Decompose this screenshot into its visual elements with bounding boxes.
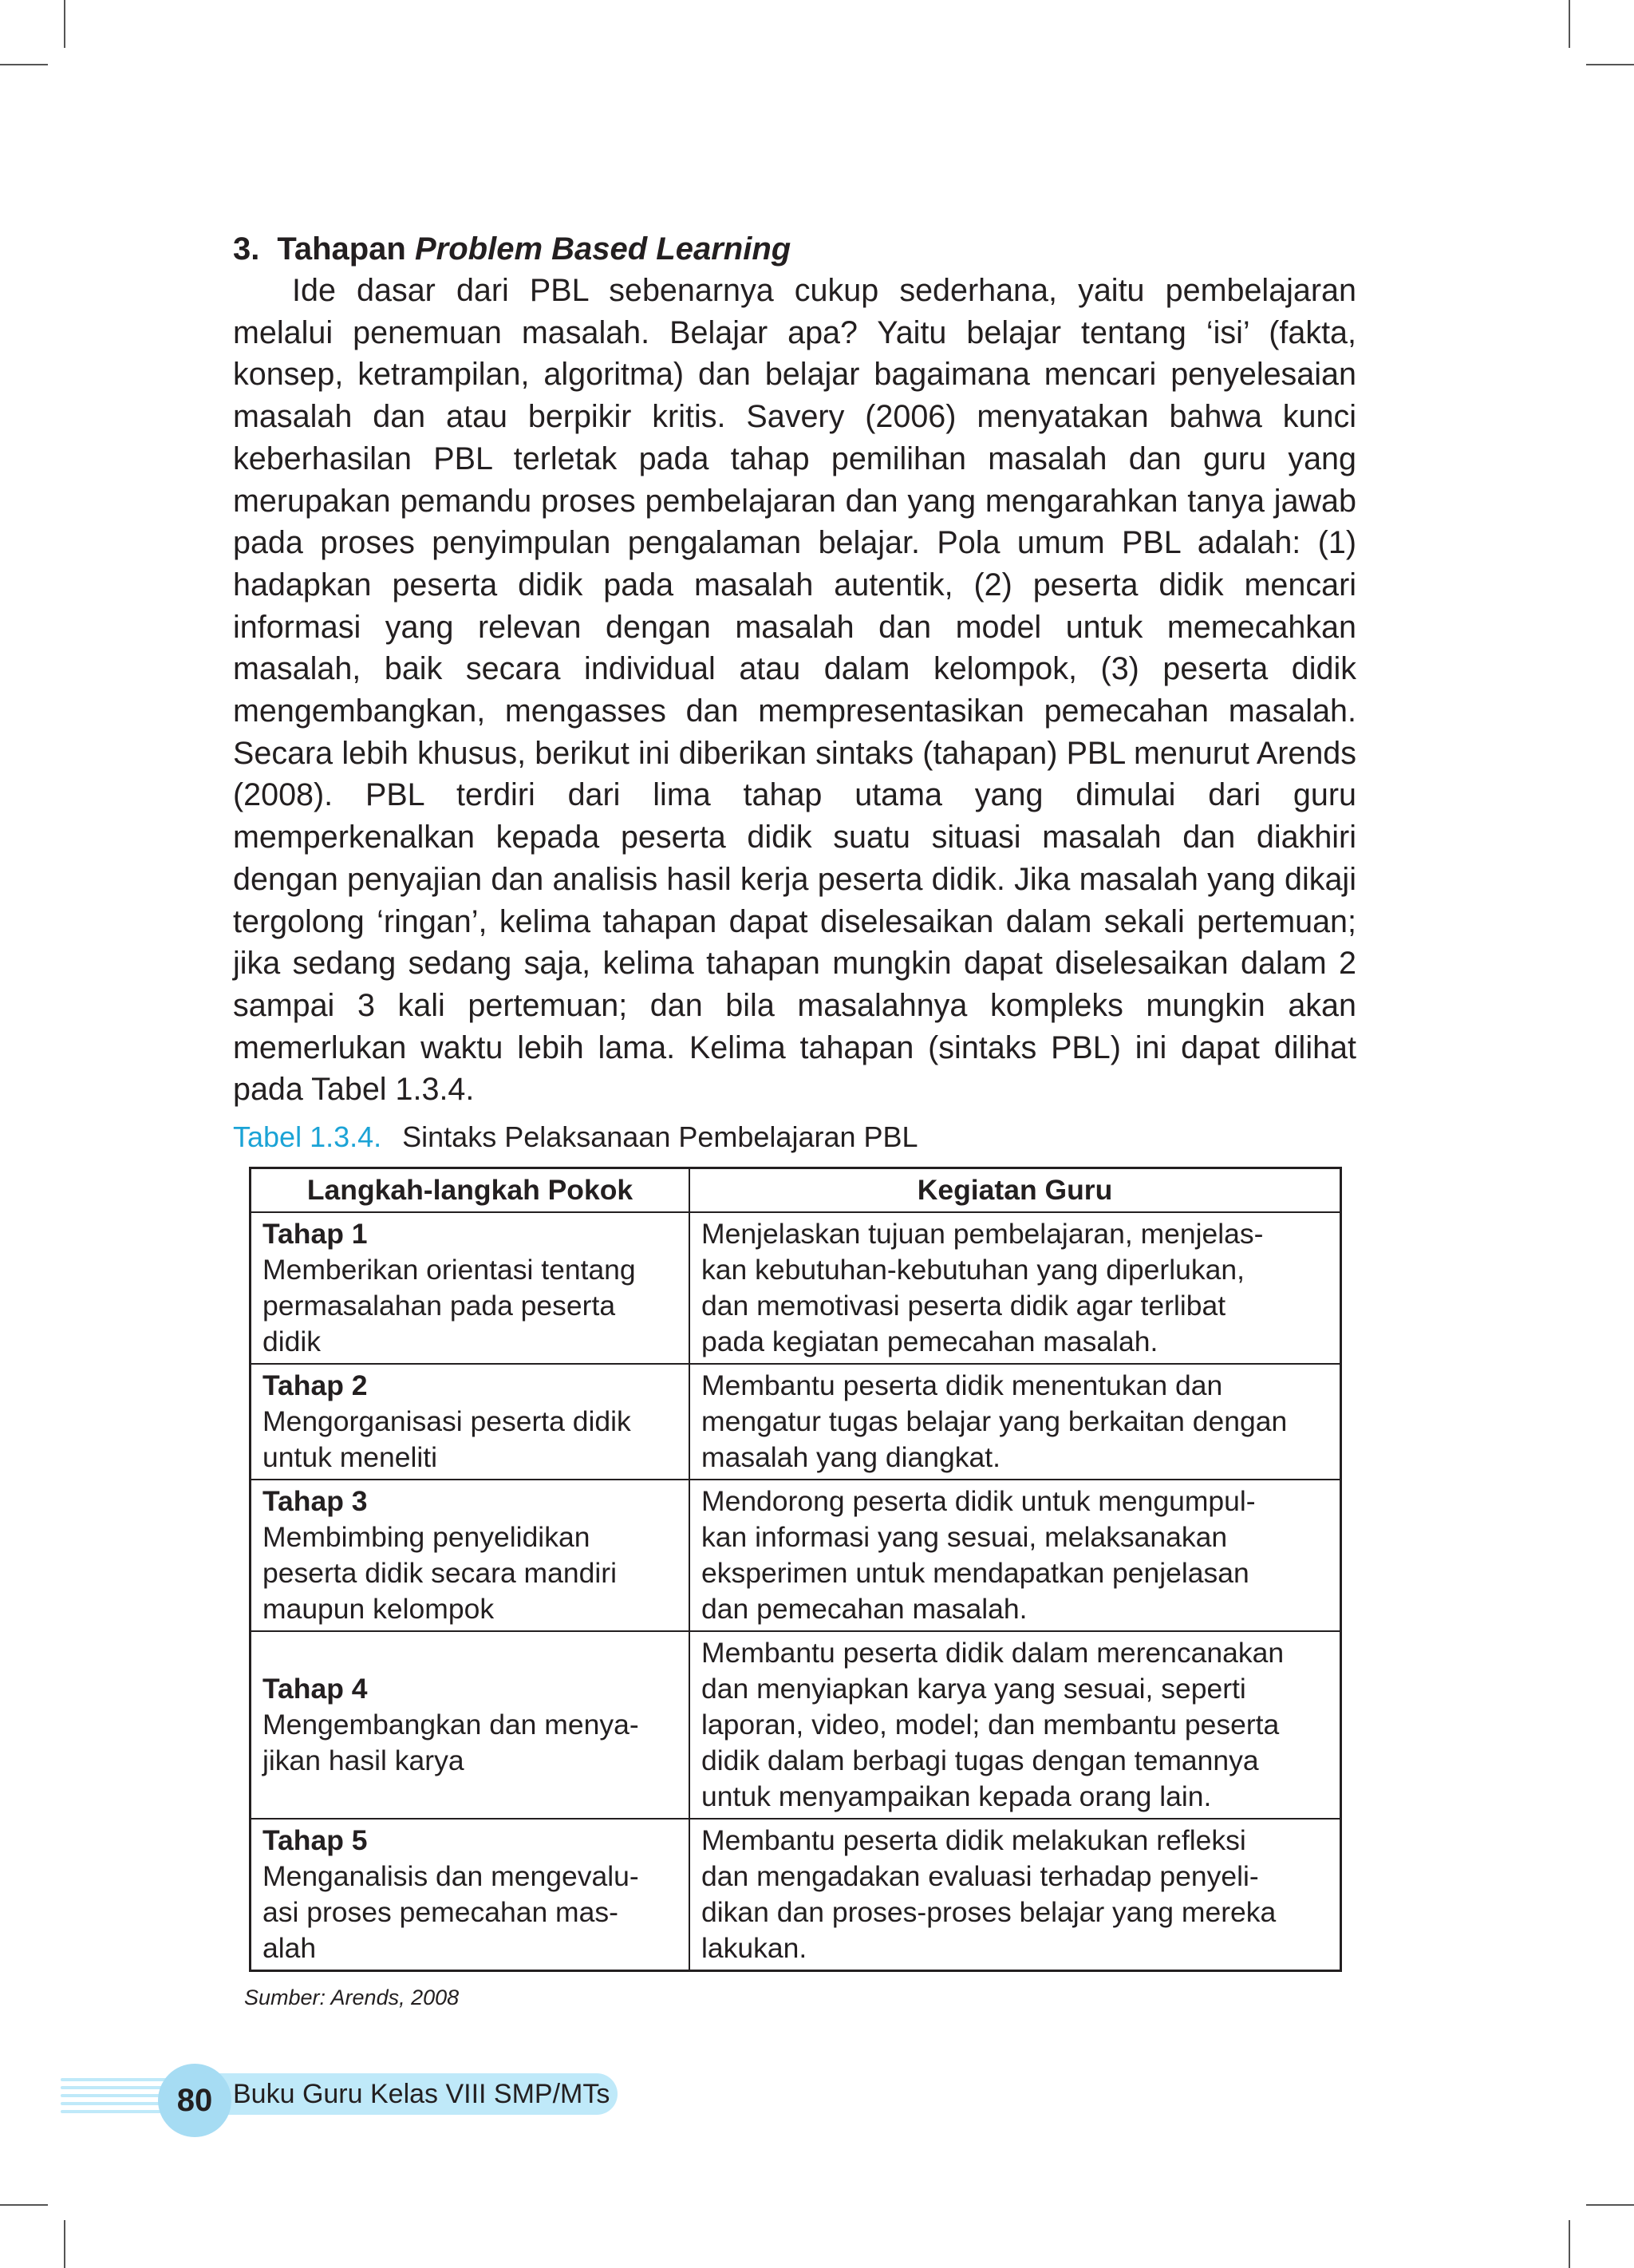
crop-mark (0, 2204, 48, 2206)
activity-text: Membantu peserta didik dalam merencanakan dan menyiapkan karya yang sesuai, seperti laporan, video, model; dan membantu peserta didik dalam berbagi tugas dengan temannya untuk menyampaikan kepada orang lain. (701, 1637, 1285, 1812)
table-row (251, 1819, 1341, 1971)
stage-label: Tahap 4 (262, 1673, 368, 1705)
table-caption (233, 1119, 1356, 1156)
section-paragraph: Ide dasar dari PBL sebenarnya cukup sederhana, yaitu pembelajaran melalui penemuan masalah. Belajar apa? Yaitu belajar tentang ‘isi’ (fakta, konsep, ketrampilan, algoritma) dan belajar bagaimana mencari penyelesaian masalah dan atau berpikir kritis. Savery (2006) menyatakan bahwa kunci keberhasilan PBL terletak pada tahap pemilihan masalah dan guru yang merupakan pemandu proses pembelajaran dan yang mengarahkan tanya jawab pada proses penyimpulan pengalaman belajar. Pola umum PBL adalah: (1) hadapkan peserta didik pada masalah autentik, (2) peserta didik mencari informasi yang relevan dengan masalah dan model untuk memecahkan masalah, baik secara individual atau dalam kelompok, (3) peserta didik mengembangkan, mengasses dan mempresentasikan pemecahan masalah. Secara lebih khusus, berikut ini diberikan sintaks (tahapan) PBL menurut Arends (2008). PBL terdiri dari lima tahap utama yang dimulai dari guru memperkenalkan kepada peserta didik suatu situasi masalah dan diakhiri dengan penyajian dan analisis hasil kerja peserta didik. Jika masalah yang dikaji tergolong ‘ringan’, kelima tahapan dapat diselesaikan dalam sekali pertemuan; jika sedang sedang saja, kelima tahapan mungkin dapat diselesaikan dalam 2 sampai 3 kali pertemuan; dan bila masalahnya kompleks mungkin akan memerlukan waktu lebih lama. Kelima tahapan (sintaks PBL) ini dapat dilihat pada Tabel 1.3.4. (233, 273, 1356, 1108)
activity-cell (689, 1631, 1341, 1819)
page-content (233, 228, 1356, 1156)
section-title-plain: Tahapan (277, 231, 415, 267)
activity-cell (689, 1364, 1341, 1480)
stage-label: Tahap 3 (262, 1485, 368, 1517)
activity-text: Menjelaskan tujuan pembelajaran, menjelas- kan kebutuhan-kebutuhan yang diperlukan, dan memotivasi peserta didik agar terlibat pada kegiatan pemecahan masalah. (701, 1218, 1264, 1357)
footer-book-title: Buku Guru Kelas VIII SMP/MTs (233, 2079, 610, 2109)
stage-label: Tahap 1 (262, 1218, 368, 1250)
table-row (251, 1480, 1341, 1631)
page-number: 80 (158, 2064, 231, 2137)
pbl-syntax-table (249, 1167, 1342, 1972)
table-caption-label: Tabel 1.3.4. (233, 1120, 382, 1154)
activity-text: Membantu peserta didik melakukan refleksi dan mengadakan evaluasi terhadap penyeli- dikan dan proses-proses belajar yang mereka lakukan. (701, 1824, 1277, 1964)
step-text: Memberikan orientasi tentang permasalahan pada peserta didik (262, 1254, 636, 1357)
step-cell (251, 1480, 690, 1631)
table-caption-text: Sintaks Pelaksanaan Pembelajaran PBL (402, 1120, 918, 1154)
step-text: Menganalisis dan mengevalu- asi proses pemecahan mas- alah (262, 1860, 639, 1964)
crop-mark (1586, 2204, 1634, 2206)
table-row (251, 1364, 1341, 1480)
step-cell (251, 1364, 690, 1480)
table-header-row (251, 1168, 1341, 1213)
crop-mark (0, 64, 48, 65)
table-source: Sumber: Arends, 2008 (244, 1985, 460, 2009)
stage-label: Tahap 5 (262, 1824, 368, 1856)
stage-label: Tahap 2 (262, 1369, 368, 1401)
section-heading (233, 228, 1356, 270)
activity-cell (689, 1819, 1341, 1971)
activity-cell (689, 1480, 1341, 1631)
step-cell (251, 1631, 690, 1819)
table-row (251, 1212, 1341, 1364)
crop-mark (1586, 64, 1634, 65)
step-text: Mengorganisasi peserta didik untuk meneliti (262, 1405, 631, 1473)
step-text: Membimbing penyelidikan peserta didik secara mandiri maupun kelompok (262, 1521, 617, 1625)
crop-mark (64, 2220, 65, 2268)
column-header-steps: Langkah-langkah Pokok (251, 1168, 690, 1213)
section-number: 3. (233, 231, 260, 267)
activity-cell (689, 1212, 1341, 1364)
step-cell (251, 1212, 690, 1364)
crop-mark (1569, 2220, 1570, 2268)
column-header-activities: Kegiatan Guru (689, 1168, 1341, 1213)
step-text: Mengembangkan dan menya- jikan hasil karya (262, 1709, 639, 1776)
crop-mark (1569, 0, 1570, 48)
crop-mark (64, 0, 65, 48)
table-row (251, 1631, 1341, 1819)
activity-text: Mendorong peserta didik untuk mengumpul- kan informasi yang sesuai, melaksanakan eksperimen untuk mendapatkan penjelasan dan pemecahan masalah. (701, 1485, 1256, 1625)
activity-text: Membantu peserta didik menentukan dan mengatur tugas belajar yang berkaitan dengan masalah yang diangkat. (701, 1369, 1288, 1473)
section-title-italic: Problem Based Learning (414, 231, 791, 267)
step-cell (251, 1819, 690, 1971)
